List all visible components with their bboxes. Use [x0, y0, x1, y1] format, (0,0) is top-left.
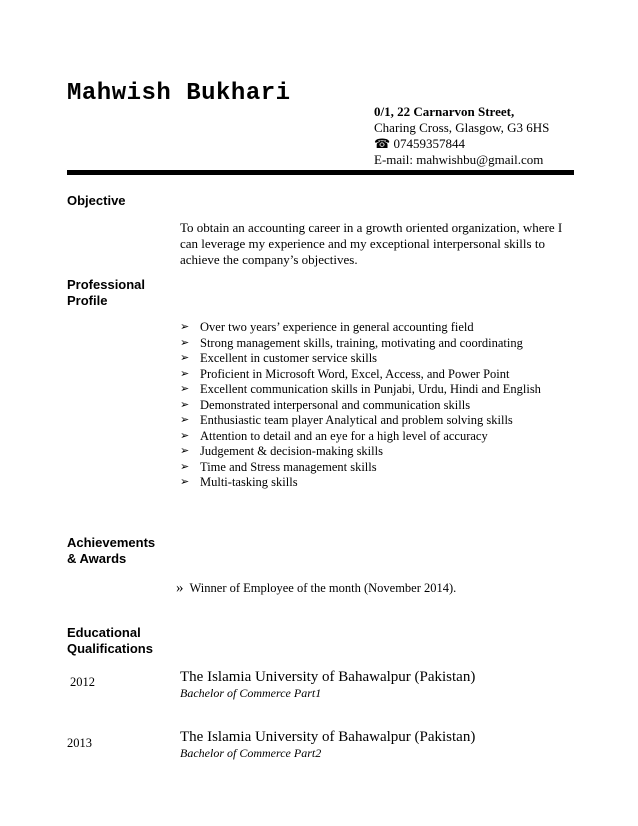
skill-item — [180, 475, 541, 491]
skill-text: Multi-tasking skills — [200, 475, 298, 489]
education-heading — [67, 625, 153, 657]
arrowhead-bullet-icon: ➢ — [180, 336, 190, 349]
education-degree: Bachelor of Commerce Part1 — [180, 686, 322, 700]
address-line-2: Charing Cross, Glasgow, G3 6HS — [374, 120, 550, 135]
skill-item — [180, 336, 541, 352]
arrowhead-bullet-icon: ➢ — [180, 429, 190, 442]
achievements-heading-line-2: & Awards — [67, 551, 127, 566]
skill-item — [180, 382, 541, 398]
skill-text: Enthusiastic team player Analytical and problem solving skills — [200, 413, 513, 427]
objective-heading: Objective — [67, 193, 126, 208]
arrowhead-bullet-icon: ➢ — [180, 398, 190, 411]
skill-item — [180, 429, 541, 445]
award-bullet-icon: » — [176, 580, 184, 596]
arrowhead-bullet-icon: ➢ — [180, 476, 190, 488]
skill-text: Strong management skills, training, motivating and coordinating — [200, 335, 523, 350]
arrowhead-bullet-icon: ➢ — [180, 367, 190, 380]
arrowhead-bullet-icon: ➢ — [180, 445, 190, 457]
education-degree: Bachelor of Commerce Part2 — [180, 746, 322, 760]
email-line: E-mail: mahwishbu@gmail.com — [374, 152, 544, 167]
candidate-name: Mahwish Bukhari — [67, 80, 291, 107]
phone-icon: ☎ — [374, 136, 391, 151]
skill-item — [180, 444, 541, 460]
profile-heading-line-1: Professional — [67, 277, 146, 292]
skill-item — [180, 398, 541, 414]
skills-list — [180, 320, 541, 491]
skill-item — [180, 351, 541, 367]
achievements-heading-line-1: Achievements — [67, 535, 156, 550]
education-heading-line-1: Educational — [67, 625, 141, 640]
education-year: 2012 — [70, 675, 95, 689]
skill-text: Demonstrated interpersonal and communication skills — [200, 397, 471, 412]
skill-item — [180, 413, 541, 429]
education-institution: The Islamia University of Bahawalpur (Pakistan) — [180, 729, 476, 745]
skill-item — [180, 460, 541, 476]
skill-text: Judgement & decision-making skills — [200, 444, 383, 458]
skill-text: Over two years’ experience in general accounting field — [200, 320, 474, 334]
skill-text: Attention to detail and an eye for a high level of accuracy — [200, 428, 488, 443]
education-institution: The Islamia University of Bahawalpur (Pakistan) — [180, 669, 476, 685]
header-divider — [67, 170, 574, 175]
arrowhead-bullet-icon: ➢ — [180, 352, 190, 364]
arrowhead-bullet-icon: ➢ — [180, 460, 190, 473]
skills-list-container — [180, 320, 541, 491]
award-item — [176, 580, 456, 597]
arrowhead-bullet-icon: ➢ — [180, 414, 190, 426]
skill-text: Proficient in Microsoft Word, Excel, Access, and Power Point — [200, 366, 510, 381]
contact-block — [374, 104, 549, 168]
profile-heading — [67, 277, 145, 309]
arrowhead-bullet-icon: ➢ — [180, 383, 190, 395]
skill-text: Time and Stress management skills — [200, 459, 377, 474]
profile-heading-line-2: Profile — [67, 293, 108, 308]
phone-number: 07459357844 — [393, 136, 465, 151]
phone-line — [374, 136, 549, 152]
skill-item — [180, 367, 541, 383]
skill-item — [180, 320, 541, 336]
skill-text: Excellent in customer service skills — [200, 351, 378, 365]
award-text: Winner of Employee of the month (November 2014). — [189, 581, 457, 595]
education-year: 2013 — [67, 736, 92, 750]
arrowhead-bullet-icon: ➢ — [180, 321, 190, 333]
achievements-heading — [67, 535, 155, 567]
objective-text: To obtain an accounting career in a growth oriented organization, where I can leverage my experience and my exceptional interpersonal skills to achieve the company’s objectives. — [180, 220, 563, 267]
education-heading-line-2: Qualifications — [67, 641, 153, 656]
address-line-1: 0/1, 22 Carnarvon Street, — [374, 104, 515, 119]
skill-text: Excellent communication skills in Punjabi, Urdu, Hindi and English — [200, 382, 541, 396]
